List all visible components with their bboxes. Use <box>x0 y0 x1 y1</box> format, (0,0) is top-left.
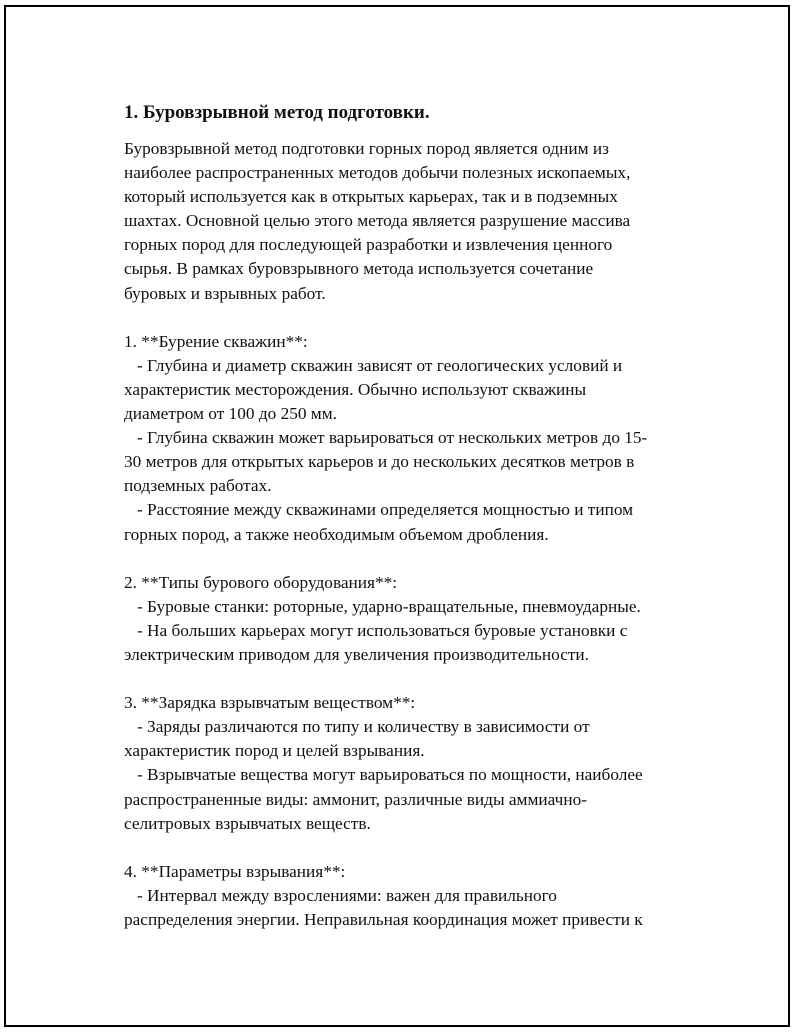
blank-line <box>124 667 694 691</box>
text-line: 4. **Параметры взрывания**: <box>124 861 346 881</box>
text-line: - Заряды различаются по типу и количеству в зависимости от <box>124 717 590 737</box>
text-line: характеристик пород и целей взрывания. <box>124 741 425 761</box>
text-line: - Взрывчатые вещества могут варьироваться по мощности, наиболее <box>124 765 643 785</box>
text-line: 1. **Бурение скважин**: <box>124 331 308 351</box>
document-title: 1. Буровзрывной метод подготовки. <box>124 102 430 123</box>
text-line: буровых и взрывных работ. <box>124 283 326 303</box>
text-line: 2. **Типы бурового оборудования**: <box>124 572 398 592</box>
text-line: - Интервал между взрослениями: важен для правильного <box>124 885 557 905</box>
text-line: Буровзрывной метод подготовки горных пород является одним из <box>124 139 609 158</box>
text-line: горных пород для последующей разработки и извлечения ценного <box>124 235 613 255</box>
blank-line <box>124 836 694 860</box>
text-line: диаметром от 100 до 250 мм. <box>124 404 338 424</box>
text-line: - Глубина и диаметр скважин зависят от геологических условий и <box>124 355 623 375</box>
document-body <box>124 99 694 932</box>
text-line: - На больших карьерах могут использоваться буровые установки с <box>124 620 628 640</box>
text-line: характеристик месторождения. Обычно используют скважины <box>124 379 587 399</box>
text-line: который используется как в открытых карьерах, так и в подземных <box>124 187 618 207</box>
text-line: - Расстояние между скважинами определяется мощностью и типом <box>124 500 634 520</box>
text-line: - Глубина скважин может варьироваться от нескольких метров до 15- <box>124 428 648 448</box>
blank-line <box>124 547 694 571</box>
document-text <box>124 137 694 932</box>
page-frame <box>4 5 790 1027</box>
text-line: наиболее распространенных методов добычи полезных ископаемых, <box>124 163 631 183</box>
text-line: 3. **Зарядка взрывчатым веществом**: <box>124 693 416 713</box>
text-line: распространенные виды: аммонит, различные виды аммиачно- <box>124 789 587 809</box>
text-line: горных пород, а также необходимым объемом дробления. <box>124 524 549 544</box>
text-line: шахтах. Основной целью этого метода является разрушение массива <box>124 211 631 231</box>
text-line: - Буровые станки: роторные, ударно-вращательные, пневмоударные. <box>124 596 641 616</box>
text-line: электрическим приводом для увеличения производительности. <box>124 644 589 664</box>
text-line: распределения энергии. Неправильная координация может привести к <box>124 910 643 929</box>
text-line: сырья. В рамках буровзрывного метода используется сочетание <box>124 259 594 279</box>
text-line: подземных работах. <box>124 476 272 496</box>
text-line: 30 метров для открытых карьеров и до нескольких десятков метров в <box>124 452 635 472</box>
text-line: селитровых взрывчатых веществ. <box>124 813 371 833</box>
blank-line <box>124 306 694 330</box>
